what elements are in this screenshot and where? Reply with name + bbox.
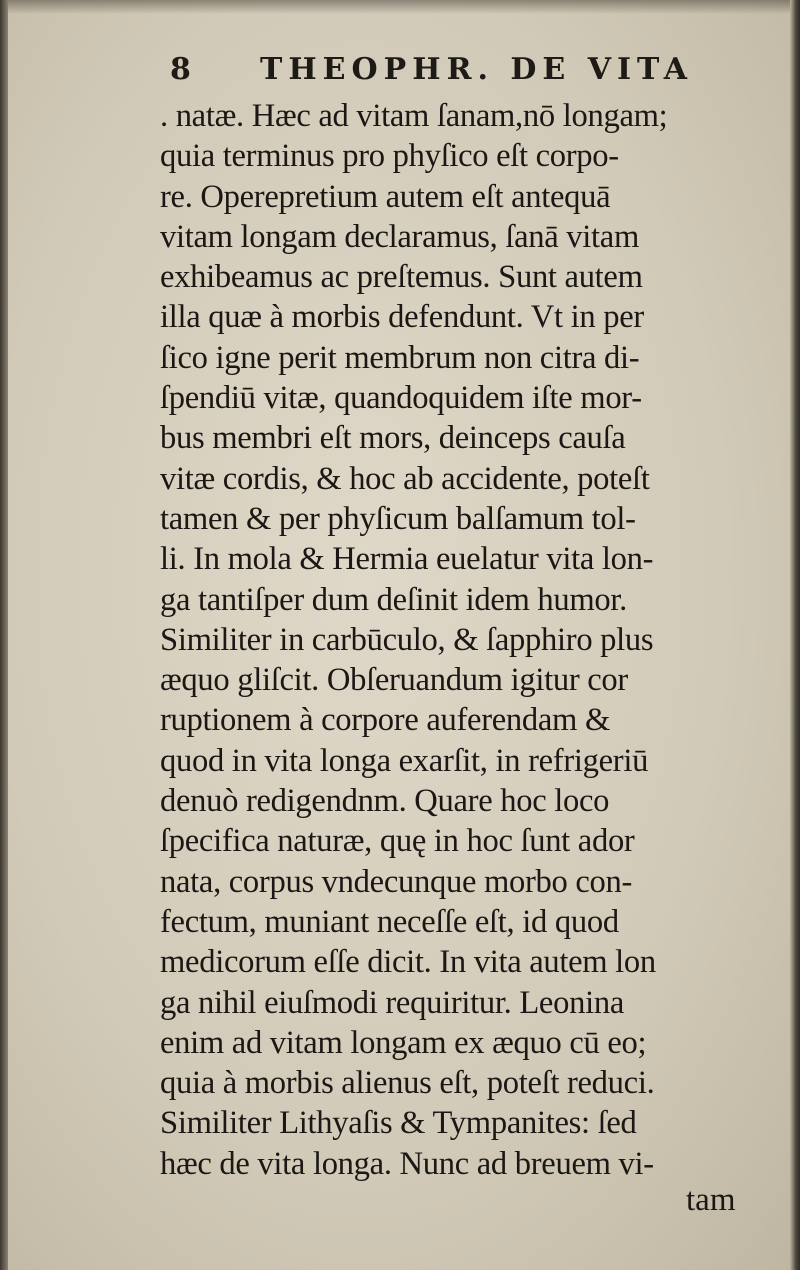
- text-line: hæc de vita longa. Nunc ad breuem vi-: [160, 1145, 654, 1182]
- text-line: ga nihil eiuſmodi requiritur. Leonina: [160, 984, 624, 1021]
- page-number: 8: [170, 52, 197, 87]
- running-title: THEOPHR. DE VITA: [260, 52, 693, 87]
- text-line: ruptionem à corpore auferendam &: [160, 702, 610, 739]
- text-line: li. In mola & Hermia euelatur vita lon-: [160, 541, 654, 578]
- text-line: quia terminus pro phyſico eſt corpo-: [160, 138, 619, 175]
- text-line: exhibeamus ac preſtemus. Sunt autem: [160, 259, 643, 296]
- page-top-shadow: [8, 0, 790, 14]
- right-page-edge: [790, 0, 800, 1270]
- text-line: re. Operepretium autem eſt antequā: [160, 178, 611, 215]
- text-line: vitam longam declaramus, ſanā vitam: [160, 218, 640, 255]
- text-line: denuò redigendnm. Quare hoc loco: [160, 783, 610, 820]
- text-line: illa quæ à morbis defendunt. Vt in per: [160, 299, 644, 336]
- text-line: ſico igne perit membrum non citra di-: [160, 339, 640, 376]
- text-line: fectum, muniant neceſſe eſt, id quod: [160, 903, 619, 940]
- catchword: tam: [686, 1182, 736, 1218]
- body-text: [160, 96, 780, 1184]
- running-head: [170, 52, 770, 92]
- text-line: vitæ cordis, & hoc ab accidente, poteſt: [160, 460, 650, 497]
- text-line: nata, corpus vndecunque morbo con-: [160, 863, 633, 900]
- text-line: ſpendiū vitæ, quandoquidem iſte mor-: [160, 380, 642, 417]
- text-line: medicorum eſſe dicit. In vita autem lon: [160, 944, 656, 981]
- text-line: quod in vita longa exarſit, in refrigeriū: [160, 742, 649, 779]
- text-line: bus membri eſt mors, deinceps cauſa: [160, 420, 626, 457]
- text-line: ga tantiſper dum deſinit idem humor.: [160, 581, 628, 618]
- text-line: æquo gliſcit. Obſeruandum igitur cor: [160, 662, 628, 699]
- text-line: Similiter Lithyaſis & Tympanites: ſed: [160, 1105, 637, 1142]
- text-line: quia à morbis alienus eſt, poteſt reduci.: [160, 1065, 655, 1102]
- text-line: enim ad vitam longam ex æquo cū eo;: [160, 1024, 647, 1061]
- text-line: Similiter in carbūculo, & ſapphiro plus: [160, 621, 654, 658]
- text-line: . natæ. Hæc ad vitam ſanam,nō longam;: [160, 98, 668, 134]
- text-line: ſpecifica naturæ, quę in hoc ſunt ador: [160, 823, 635, 860]
- text-line: tamen & per phyſicum balſamum tol-: [160, 500, 636, 537]
- left-page-edge: [0, 0, 8, 1270]
